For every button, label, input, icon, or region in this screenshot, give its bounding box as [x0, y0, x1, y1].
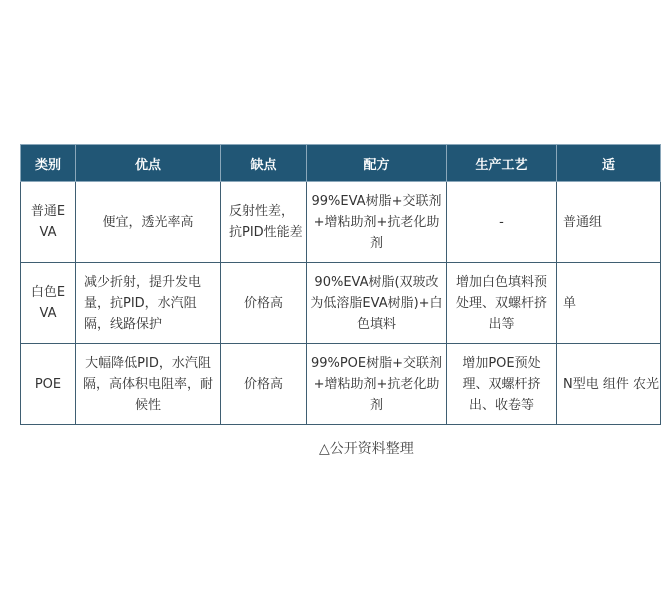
table-header-row — [21, 145, 661, 182]
cell-process: - — [447, 182, 557, 263]
cell-disadvantages: 价格高 — [221, 263, 307, 344]
cell-application: 单 — [557, 263, 661, 344]
header-application: 适 — [557, 145, 661, 182]
cell-formula: 99%EVA树脂+交联剂+增粘助剂+抗老化助剂 — [307, 182, 447, 263]
header-advantages: 优点 — [76, 145, 221, 182]
cell-advantages: 大幅降低PID，水汽阻隔，高体积电阻率，耐候性 — [76, 344, 221, 425]
header-disadvantages: 缺点 — [221, 145, 307, 182]
cell-disadvantages: 价格高 — [221, 344, 307, 425]
cell-formula: 90%EVA树脂(双玻改为低溶脂EVA树脂)+白色填料 — [307, 263, 447, 344]
table-row — [21, 344, 661, 425]
header-formula: 配方 — [307, 145, 447, 182]
header-process: 生产工艺 — [447, 145, 557, 182]
header-category: 类别 — [21, 145, 76, 182]
table-row — [21, 263, 661, 344]
cell-category: POE — [21, 344, 76, 425]
cell-application: 普通组 — [557, 182, 661, 263]
cell-category: 白色E VA — [21, 263, 76, 344]
cell-application: N型电 组件 农光 — [557, 344, 661, 425]
cell-process: 增加白色填料预处理、双螺杆挤出等 — [447, 263, 557, 344]
cell-disadvantages: 反射性差，抗PID性能差 — [221, 182, 307, 263]
encapsulant-comparison-table — [20, 144, 661, 425]
cell-advantages: 便宜，透光率高 — [76, 182, 221, 263]
cell-category: 普通E VA — [21, 182, 76, 263]
table-row — [21, 182, 661, 263]
cell-formula: 99%POE树脂+交联剂+增粘助剂+抗老化助剂 — [307, 344, 447, 425]
cell-process: 增加POE预处理、双螺杆挤出、收卷等 — [447, 344, 557, 425]
source-caption: △公开资料整理 — [319, 441, 414, 457]
cell-advantages: 减少折射，提升发电量，抗PID，水汽阻隔，线路保护 — [76, 263, 221, 344]
